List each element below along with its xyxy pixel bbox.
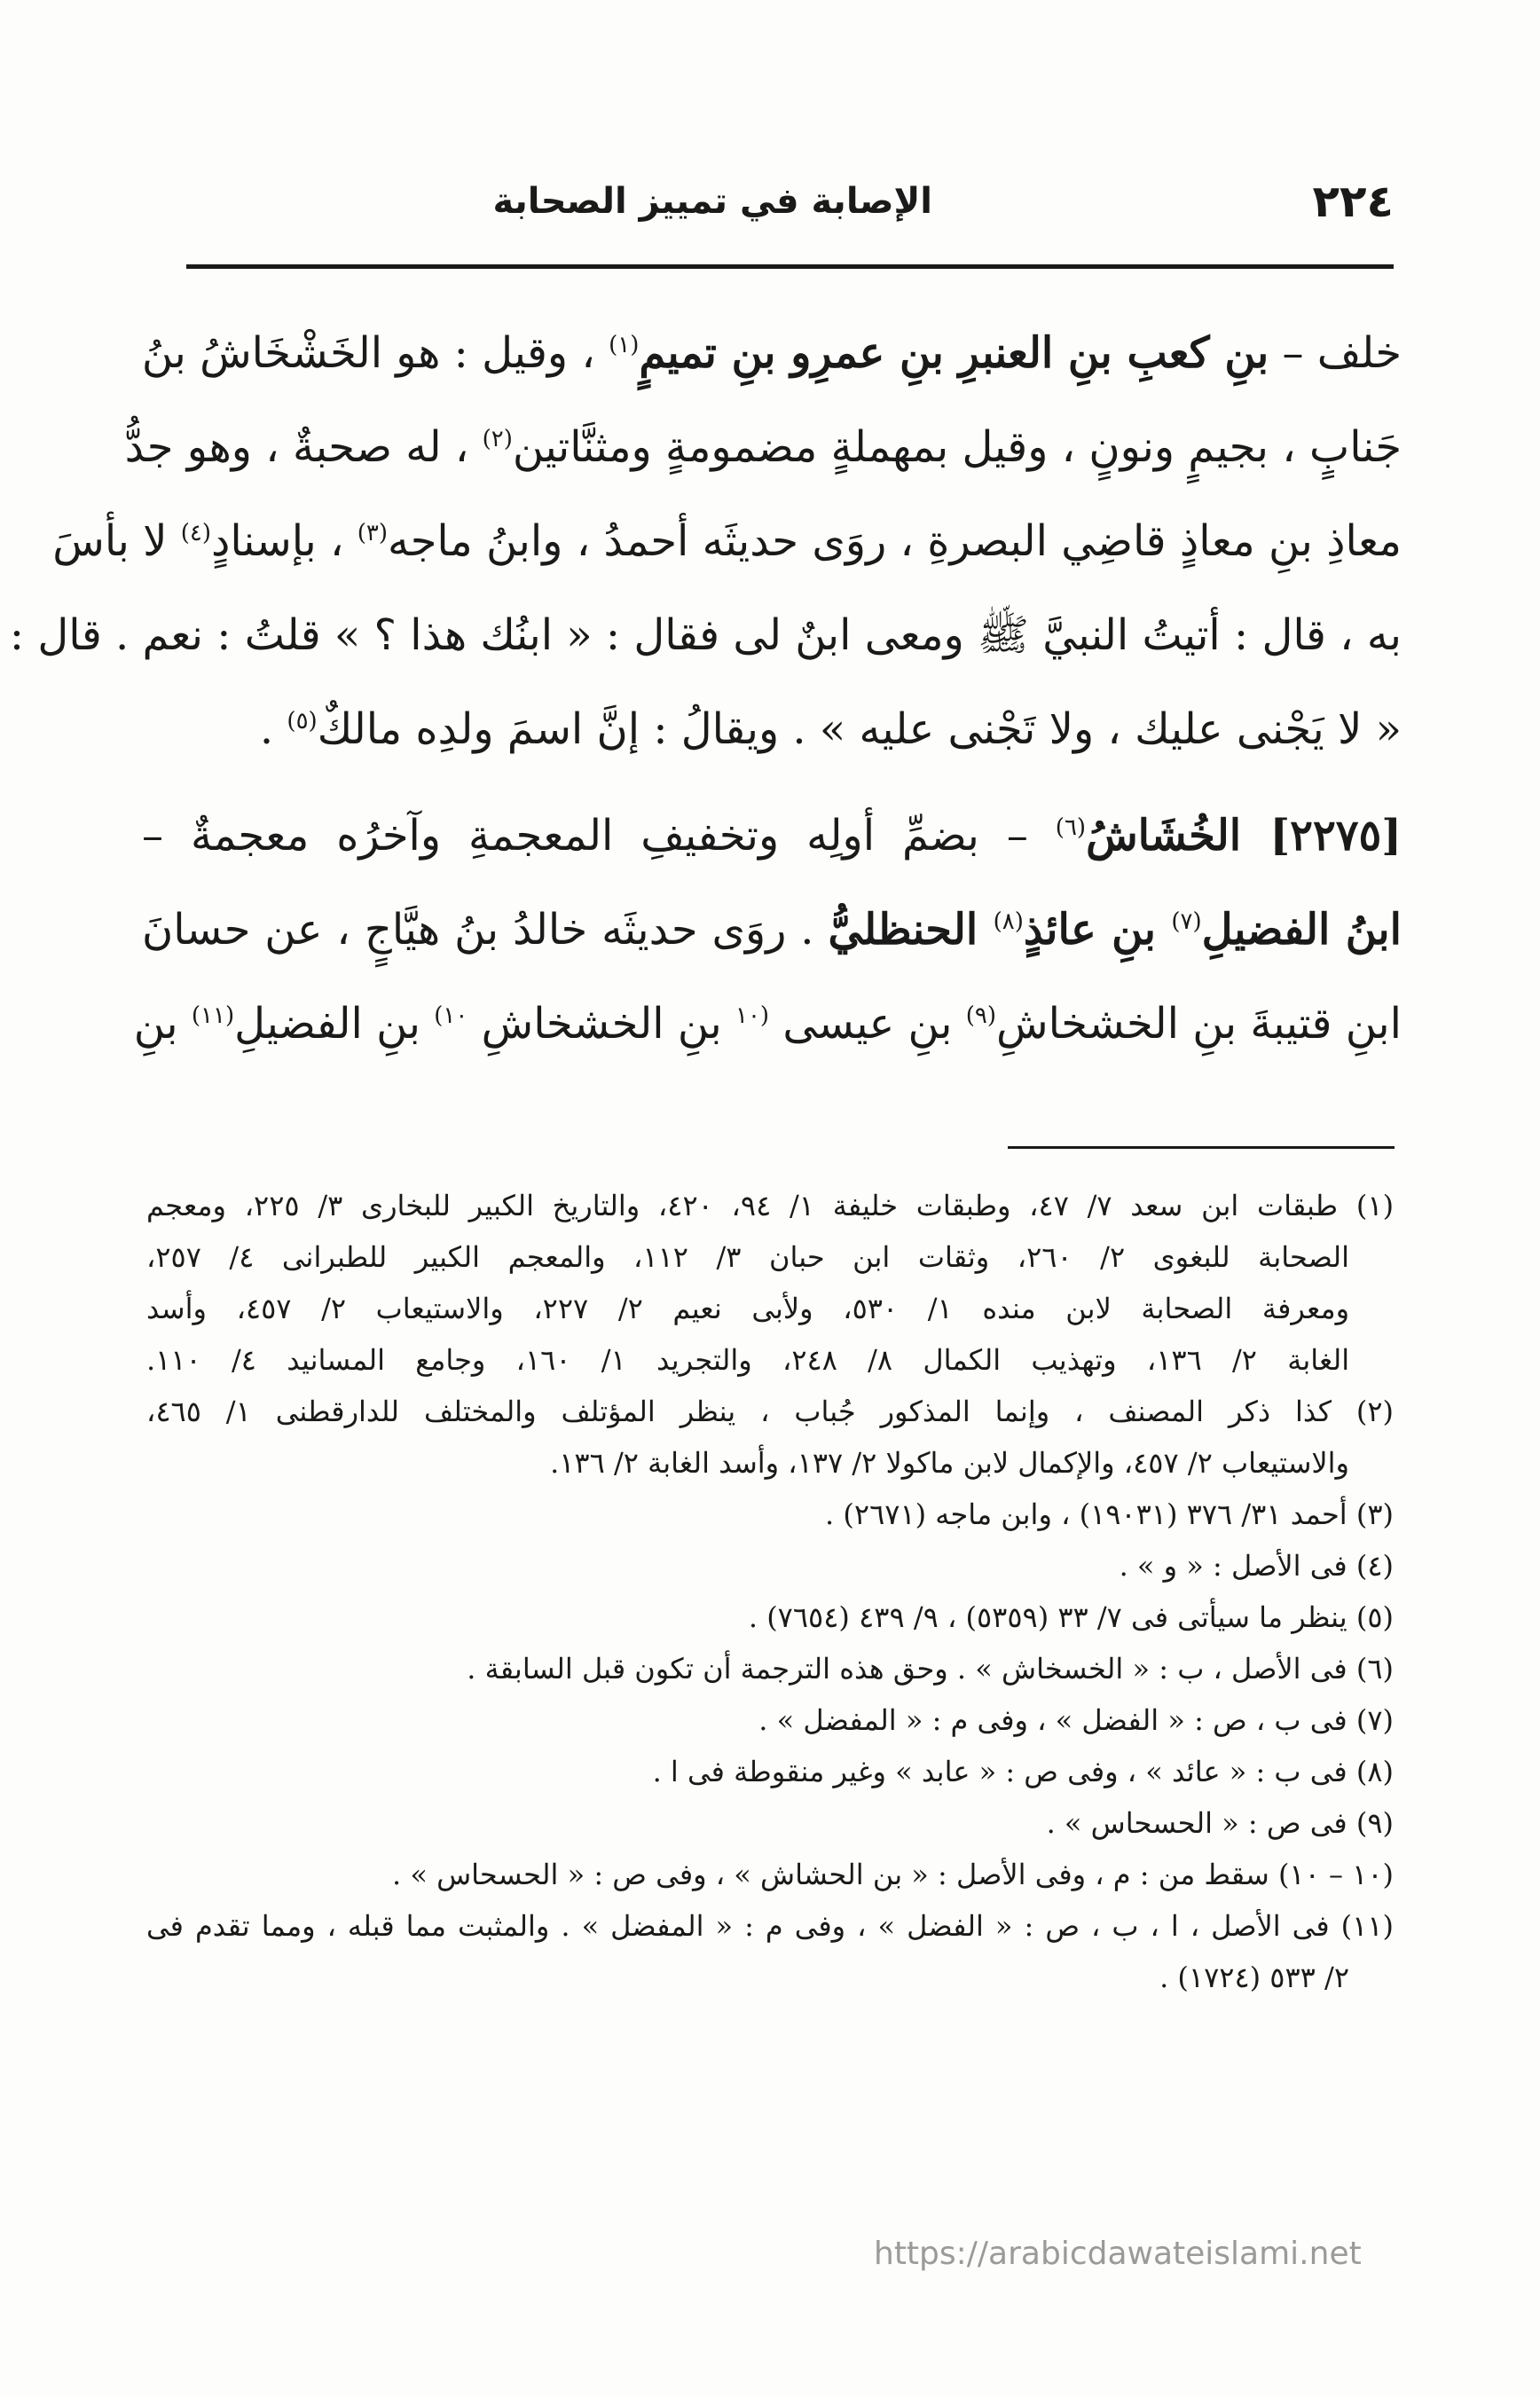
footnote-line: (٦) فى الأصل ، ب : « الخسخاش » . وحق هذه الترجمة أن تكون قبل السابقة . [467, 1652, 1394, 1686]
text-segment: خلف – [1269, 328, 1402, 378]
footnote-line: (١) طبقات ابن سعد ٧/ ٤٧، وطبقات خليفة ١/ ٩٤، ٤٢٠، والتاريخ الكبير للبخارى ٣/ ٢٢٥، ومعجم [146, 1189, 1395, 1222]
text-segment: – بضمِّ أولِه وتخفيفِ المعجمةِ وآخرُه معجمةٌ – [142, 811, 1056, 861]
main-text-line [52, 494, 1402, 588]
footnote-line: (١٠ – ١٠) سقط من : م ، وفى الأصل : « بن الحشاش » ، وفى ص : « الحسحاس » . [392, 1858, 1394, 1891]
footnote-line: (١١) فى الأصل ، ا ، ب ، ص : « الفضل » ، وفى م : « المفضل » . والمثبت مما قبله ، ومما تقدم فى [146, 1909, 1394, 1943]
main-text-line [9, 588, 1402, 682]
text-segment: . روَى حديثَه خالدُ بنُ هيَّاجٍ ، عن حسانَ [142, 905, 829, 955]
text-segment: الحنظليُّ [828, 905, 994, 955]
book-title: الإصابة في تمييز الصحابة [492, 181, 932, 222]
main-text-line [142, 682, 1402, 776]
footnote-marker: (٥) [287, 708, 318, 735]
footnote-line: الغابة ٢/ ١٣٦، وتهذيب الكمال ٨/ ٢٤٨، والتجريد ١/ ١٦٠، وجامع المسانيد ٤/ ١١٠. [146, 1343, 1350, 1377]
main-text-line [142, 883, 1402, 977]
footnote-separator [1008, 1146, 1395, 1149]
footnote-line: ٢/ ٥٣٣ (١٧٢٤) . [1159, 1961, 1349, 1994]
footnote-line: (٥) ينظر ما سيأتى فى ٧/ ٣٣ (٥٣٥٩) ، ٩/ ٤٣٩ (٧٦٥٤) . [748, 1600, 1394, 1634]
footnote-marker: (٦) [1055, 814, 1087, 841]
footnote-marker: (٢) [482, 426, 513, 452]
footnote-line: (٧) فى ب ، ص : « الفضل » ، وفى م : « المفضل » . [758, 1703, 1394, 1737]
main-text-line [124, 400, 1402, 494]
running-header [186, 176, 1394, 238]
text-segment: ابنُ الفضيلِ [1201, 905, 1402, 955]
footnote-marker: (٧) [1171, 908, 1202, 935]
text-segment: لا بأسَ [52, 516, 181, 566]
footnote-marker: (١) [609, 332, 640, 358]
text-segment: . [259, 704, 287, 754]
page-number: ٢٢٤ [1312, 176, 1394, 227]
text-segment: ، له صحبةٌ ، وهو جدُّ [124, 422, 483, 472]
footnote-line: (٣) أحمد ٣١/ ٣٧٦ (١٩٠٣١) ، وابن ماجه (٢٦٧١) . [825, 1497, 1394, 1531]
footnote-line: (٢) كذا ذكر المصنف ، وإنما المذكور جُباب ، ينظر المؤتلف والمختلف للدارقطنى ١/ ٤٦٥، [146, 1395, 1395, 1428]
text-segment: بنِ كعبِ بنِ العنبرِ بنِ عمرِو بنِ تميمٍ [639, 328, 1269, 378]
main-text-line [142, 306, 1402, 400]
text-segment: ، وقيل : هو الخَشْخَاشُ بنُ [141, 328, 609, 378]
text-segment: ابنِ قتيبةَ بنِ الخشخاشِ [995, 999, 1402, 1049]
text-segment: بنِ عائذٍ [1023, 905, 1172, 955]
footnote-line: (٨) فى ب : « عائد » ، وفى ص : « عابد » وغير منقوطة فى ا . [652, 1755, 1394, 1788]
footnote-marker: ١٠) [434, 1002, 468, 1029]
entry-gap [142, 776, 1402, 789]
text-segment: بنِ الفضيلِ [234, 999, 435, 1049]
text-segment: بنِ الخشخاشِ [468, 999, 735, 1049]
footnote-line: (٤) فى الأصل : « و » . [1119, 1549, 1394, 1583]
footnote-line: (٩) فى ص : « الحسحاس » . [1046, 1806, 1394, 1840]
main-text-line [142, 789, 1402, 883]
footnote-marker: (٤) [180, 520, 212, 546]
footnote-marker: (٣) [357, 520, 389, 546]
text-segment: ، بإسنادٍ [211, 516, 358, 566]
footnote-line: ومعرفة الصحابة لابن منده ١/ ٥٣٠، ولأبى نعيم ٢/ ٢٢٧، والاستيعاب ٢/ ٤٥٧، وأسد [146, 1292, 1350, 1325]
footnote-marker: (١١) [191, 1002, 235, 1029]
text-segment: « لا يَجْنى عليك ، ولا تَجْنى عليه » . ويقالُ : إنَّ اسمَ ولدِه مالكٌ [317, 704, 1402, 754]
footnote-line: والاستيعاب ٢/ ٤٥٧، والإكمال لابن ماكولا ٢/ ١٣٧، وأسد الغابة ٢/ ١٣٦. [550, 1446, 1349, 1480]
footnote-marker: (١٠ [735, 1002, 770, 1029]
text-segment: بنِ [133, 999, 192, 1049]
header-rule [186, 264, 1394, 269]
footnote-marker: (٨) [993, 908, 1024, 935]
main-text [9, 306, 1402, 1071]
text-segment: بنِ عيسى [769, 999, 966, 1049]
text-segment: [٢٢٧٥] الخُشَاشُ [1086, 811, 1402, 861]
text-segment: به ، قال : أتيتُ النبيَّ ﷺ ومعى ابنٌ لى فقال : « ابنُك هذا ؟ » قلتُ : نعم . قال : [9, 610, 1402, 660]
watermark: https://arabicdawateislami.net [874, 2236, 1362, 2272]
footnote-line: الصحابة للبغوى ٢/ ٢٦٠، وثقات ابن حبان ٣/ ١١٢، والمعجم الكبير للطبرانى ٤/ ٢٥٧، [146, 1240, 1350, 1274]
text-segment: جَنابٍ ، بجيمٍ ونونٍ ، وقيل بمهملةٍ مضمومةٍ ومثنَّاتين [512, 422, 1402, 472]
text-segment: معاذِ بنِ معاذٍ قاضِي البصرةِ ، روَى حديثَه أحمدُ ، وابنُ ماجه [388, 516, 1402, 566]
footnotes [146, 1180, 1394, 2003]
main-text-line [133, 977, 1402, 1071]
footnote-marker: (٩) [965, 1002, 996, 1029]
